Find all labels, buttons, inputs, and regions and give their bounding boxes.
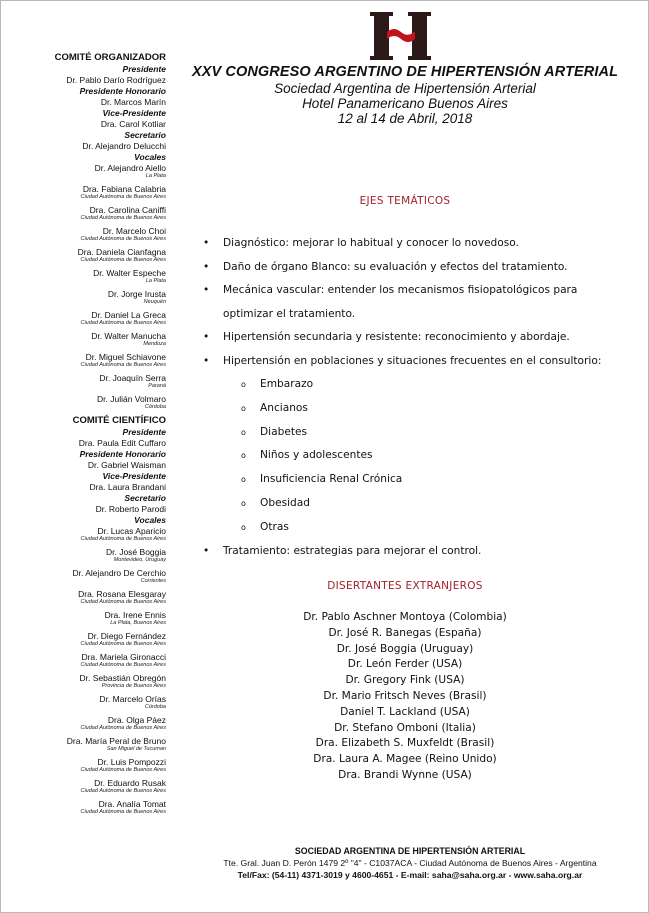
list-item: • Tratamiento: estrategias para mejorar el control. bbox=[203, 540, 633, 564]
speaker-name: Dr. José Boggia (Uruguay) bbox=[336, 642, 474, 655]
themes-title: EJES TEMÁTICOS bbox=[359, 195, 451, 207]
member-location: Ciudad Autónoma de Buenos Aires bbox=[80, 215, 166, 221]
committee-role: Presidente bbox=[122, 64, 166, 74]
themes-list bbox=[203, 232, 633, 563]
member-location: Ciudad Autónoma de Buenos Aires bbox=[80, 641, 166, 647]
committee-member: Dr. Alejandro Aiello bbox=[94, 163, 166, 173]
committee-member: Dr. Marcelo Choi bbox=[102, 226, 166, 236]
scientific-committee-title: COMITÉ CIENTÍFICO bbox=[72, 415, 166, 426]
committee-member: Dr. Pablo Darío Rodríguez bbox=[66, 75, 166, 85]
bullet-icon: • bbox=[203, 260, 210, 273]
member-location: Provincia de Buenos Aires bbox=[101, 683, 166, 689]
circle-bullet-icon: o bbox=[241, 451, 246, 461]
sublist-item: o Niños y adolescentes bbox=[203, 444, 633, 468]
organizing-committee-title: COMITÉ ORGANIZADOR bbox=[54, 52, 166, 63]
committee-member: Dr. Marcos Marín bbox=[100, 97, 166, 107]
speaker-name: Dr. Pablo Aschner Montoya (Colombia) bbox=[303, 611, 507, 623]
circle-bullet-icon: o bbox=[241, 403, 246, 413]
speaker-name: Dra. Brandi Wynne (USA) bbox=[338, 768, 472, 781]
committee-member: Dra. Laura Brandani bbox=[89, 482, 166, 492]
member-location: Ciudad Autónoma de Buenos Aires bbox=[80, 320, 166, 326]
committee-member: Dr. Gabriel Waisman bbox=[87, 460, 166, 470]
member-location: Ciudad Autónoma de Buenos Aires bbox=[80, 809, 166, 815]
header bbox=[170, 64, 640, 126]
committee-role: Secretario bbox=[124, 130, 166, 140]
bullet-icon: • bbox=[203, 544, 210, 557]
footer-org: SOCIEDAD ARGENTINA DE HIPERTENSIÓN ARTERIAL bbox=[294, 846, 526, 856]
member-location: Paraná bbox=[148, 383, 166, 389]
list-item: • Diagnóstico: mejorar lo habitual y conocer lo novedoso. bbox=[203, 232, 633, 256]
committee-role: Secretario bbox=[124, 493, 166, 503]
committee-role: Presidente bbox=[122, 427, 166, 437]
member-location: Ciudad Autónoma de Buenos Aires bbox=[80, 788, 166, 794]
speaker-name: Daniel T. Lackland (USA) bbox=[340, 705, 470, 718]
circle-bullet-icon: o bbox=[241, 427, 246, 437]
committee-member: Dr. Julián Volmaro bbox=[97, 394, 166, 404]
sidebar-committees bbox=[40, 52, 166, 820]
committee-member: Dra. Analía Tomat bbox=[98, 799, 166, 809]
circle-bullet-icon: o bbox=[241, 475, 246, 485]
committee-member: Dra. Fabiana Calabria bbox=[82, 184, 166, 194]
sublist-item: o Otras bbox=[203, 516, 633, 540]
sublist-item: o Diabetes bbox=[203, 421, 633, 445]
h-logo-icon bbox=[370, 12, 432, 60]
speakers-title: DISERTANTES EXTRANJEROS bbox=[327, 580, 483, 592]
committee-member: Dr. Sebastián Obregón bbox=[79, 673, 166, 683]
committee-member: Dra. Carolina Caniffi bbox=[89, 205, 166, 215]
list-item: • Daño de órgano Blanco: su evaluación y efectos del tratamiento. bbox=[203, 256, 633, 280]
speaker-name: Dra. Laura A. Magee (Reino Unido) bbox=[313, 753, 497, 766]
member-location: Mendoza bbox=[143, 341, 166, 347]
speaker-name: Dr. Stefano Omboni (Italia) bbox=[334, 721, 476, 734]
member-location: Ciudad Autónoma de Buenos Aires bbox=[80, 725, 166, 731]
committee-member: Dra. Daniela Cianfagna bbox=[77, 247, 166, 257]
committee-member: Dr. Joaquín Serra bbox=[99, 373, 166, 383]
circle-bullet-icon: o bbox=[241, 498, 246, 508]
member-location: Córdoba bbox=[144, 404, 166, 410]
member-location: Corrientes bbox=[140, 578, 166, 584]
committee-role: Vice-Presidente bbox=[102, 471, 166, 481]
committee-member: Dra. Irene Ennis bbox=[104, 610, 166, 620]
footer-address: Tte. Gral. Juan D. Perón 1479 2º "4" - C1037ACA - Ciudad Autónoma de Buenos Aires - Argentina bbox=[223, 858, 597, 868]
dates: 12 al 14 de Abril, 2018 bbox=[337, 111, 473, 126]
bullet-icon: • bbox=[203, 354, 210, 367]
congress-title: XXV CONGRESO ARGENTINO DE HIPERTENSIÓN ARTERIAL bbox=[191, 64, 619, 80]
venue: Hotel Panamericano Buenos Aires bbox=[302, 96, 508, 111]
committee-member: Dr. Alejandro De Cerchio bbox=[72, 568, 166, 578]
sublist-item: o Embarazo bbox=[203, 373, 633, 397]
committee-member: Dra. Olga Páez bbox=[107, 715, 166, 725]
committee-role: Presidente Honorario bbox=[79, 86, 166, 96]
themes-sublist bbox=[203, 373, 633, 540]
committee-member: Dr. Eduardo Rusak bbox=[94, 778, 166, 788]
committee-member: Dr. Diego Fernández bbox=[87, 631, 166, 641]
committee-member: Dr. Alejandro Delucchi bbox=[82, 141, 166, 151]
committee-member: Dra. María Peral de Bruno bbox=[66, 736, 166, 746]
committee-member: Dr. Miguel Schiavone bbox=[85, 352, 166, 362]
organizing-committee-list bbox=[40, 64, 166, 411]
committee-role: Vocales bbox=[134, 152, 166, 162]
speaker-name: Dr. Mario Fritsch Neves (Brasil) bbox=[323, 689, 487, 702]
list-item-continuation: optimizar el tratamiento. bbox=[223, 307, 356, 320]
member-location: Ciudad Autónoma de Buenos Aires bbox=[80, 362, 166, 368]
member-location: Montevideo, Uruguay bbox=[113, 557, 166, 563]
footer-contact: Tel/Fax: (54-11) 4371-3019 y 4600-4651 - E-mail: saha@saha.org.ar - www.saha.org.ar bbox=[237, 870, 583, 880]
member-location: Ciudad Autónoma de Buenos Aires bbox=[80, 236, 166, 242]
speaker-name: Dr. León Ferder (USA) bbox=[347, 658, 463, 671]
speaker-name: Dr. Gregory Fink (USA) bbox=[345, 674, 465, 687]
bullet-icon: • bbox=[203, 284, 210, 296]
committee-member: Dr. José Boggia bbox=[105, 547, 166, 557]
committee-role: Vocales bbox=[134, 515, 166, 525]
member-location: Neuquén bbox=[143, 299, 166, 305]
committee-member: Dr. Marcelo Orías bbox=[99, 694, 166, 704]
committee-member: Dra. Paula Edit Cuffaro bbox=[78, 438, 166, 448]
member-location: Ciudad Autónoma de Buenos Aires bbox=[80, 767, 166, 773]
member-location: San Miguel de Tucuman bbox=[106, 746, 166, 752]
member-location: La Plata, Buenos Aires bbox=[110, 620, 166, 626]
list-item: • Mecánica vascular: entender los mecanismos fisiopatológicos para bbox=[203, 279, 633, 303]
list-item: • Hipertensión en poblaciones y situaciones frecuentes en el consultorio: bbox=[203, 350, 633, 374]
sublist-item: o Ancianos bbox=[203, 397, 633, 421]
committee-member: Dr. Lucas Aparicio bbox=[97, 526, 166, 536]
member-location: Córdoba bbox=[144, 704, 166, 710]
bullet-icon: • bbox=[203, 237, 210, 249]
committee-member: Dr. Roberto Parodi bbox=[95, 504, 166, 514]
committee-member: Dr. Daniel La Greca bbox=[91, 310, 166, 320]
committee-member: Dr. Walter Manucha bbox=[91, 331, 166, 341]
member-location: Ciudad Autónoma de Buenos Aires bbox=[80, 194, 166, 200]
member-location: Ciudad Autónoma de Buenos Aires bbox=[80, 536, 166, 542]
committee-member: Dra. Carol Kotliar bbox=[100, 119, 166, 129]
circle-bullet-icon: o bbox=[241, 380, 246, 389]
member-location: La Plata bbox=[145, 173, 166, 179]
list-item: • Hipertensión secundaria y resistente: reconocimiento y abordaje. bbox=[203, 326, 633, 350]
speaker-name: Dra. Elizabeth S. Muxfeldt (Brasil) bbox=[315, 737, 495, 750]
footer bbox=[175, 845, 645, 881]
speakers-list bbox=[170, 610, 640, 784]
committee-member: Dr. Walter Espeche bbox=[93, 268, 166, 278]
committee-role: Presidente Honorario bbox=[79, 449, 166, 459]
committee-member: Dr. Luis Pompozzi bbox=[97, 757, 166, 767]
sublist-item: o Insuficiencia Renal Crónica bbox=[203, 468, 633, 492]
committee-member: Dra. Rosana Elesgaray bbox=[78, 589, 166, 599]
sublist-item: o Obesidad bbox=[203, 492, 633, 516]
member-location: Ciudad Autónoma de Buenos Aires bbox=[80, 662, 166, 668]
committee-member: Dra. Mariela Gironacci bbox=[81, 652, 166, 662]
member-location: Ciudad Autónoma de Buenos Aires bbox=[80, 257, 166, 263]
member-location: La Plata bbox=[145, 278, 166, 284]
scientific-committee-list bbox=[40, 427, 166, 816]
society-name: Sociedad Argentina de Hipertensión Arterial bbox=[274, 81, 536, 96]
speaker-name: Dr. José R. Banegas (España) bbox=[328, 626, 482, 639]
circle-bullet-icon: o bbox=[241, 522, 246, 532]
bullet-icon: • bbox=[203, 331, 210, 343]
committee-member: Dr. Jorge Irusta bbox=[107, 289, 166, 299]
committee-role: Vice-Presidente bbox=[102, 108, 166, 118]
member-location: Ciudad Autónoma de Buenos Aires bbox=[80, 599, 166, 605]
